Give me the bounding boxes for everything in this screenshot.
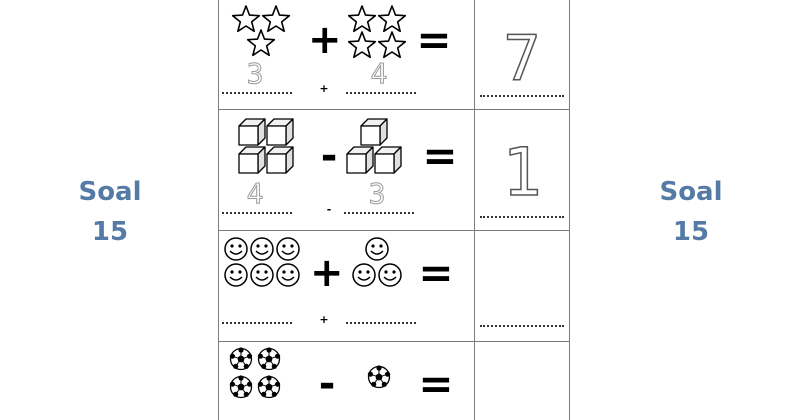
soccer-ball-icon [230,347,252,369]
cube-icon [347,147,373,173]
question-label-right [646,172,736,252]
answer-line-result[interactable] [480,95,564,97]
group-b-stars [348,6,408,62]
group-b-balls [368,366,398,396]
star-group [348,6,408,62]
star-icon [248,30,275,55]
small-operator: - [326,203,332,216]
group-a-smileys [224,237,306,293]
trace-number-a: 4 [246,177,264,210]
trace-answer: 1 [502,134,542,211]
equals-sign: = [416,15,452,64]
operator-sign: + [308,17,342,63]
answer-line-a[interactable] [222,92,292,94]
smiley-icon [353,264,375,286]
star-icon [263,6,290,31]
star-icon [349,32,376,57]
small-operator: + [319,313,329,326]
star-icon [379,6,406,31]
smiley-icon [277,264,299,286]
star-group [232,6,292,60]
group-a-cubes [238,118,296,176]
smiley-icon [225,238,247,260]
smiley-icon [225,264,247,286]
trace-number-b: 4 [370,57,388,90]
smiley-group [352,237,408,293]
answer-line-result[interactable] [480,216,564,218]
group-a-stars [232,6,292,60]
smiley-icon [379,264,401,286]
cube-icon [267,119,293,145]
question-word: Soal [78,177,142,207]
question-word: Soal [659,177,723,207]
soccer-ball-icon [230,375,252,397]
smiley-group [224,237,306,293]
trace-number-b: 3 [368,177,386,210]
star-icon [379,32,406,57]
smiley-icon [277,238,299,260]
cube-group [346,118,404,176]
equals-sign: = [418,359,454,408]
operator-sign: - [318,361,336,407]
answer-line-a[interactable] [222,212,292,214]
answer-line-b[interactable] [346,92,416,94]
smiley-icon [251,238,273,260]
star-icon [233,6,260,31]
smiley-icon [366,238,388,260]
answer-line-result[interactable] [480,325,564,327]
group-a-balls [230,348,288,406]
question-label-left [65,172,155,252]
answer-line-b[interactable] [346,322,416,324]
cube-icon [361,119,387,145]
cube-icon [267,147,293,173]
problem-row-smileys [218,231,570,341]
star-icon [349,6,376,31]
smiley-icon [251,264,273,286]
equals-sign: = [418,248,454,297]
group-b-cubes [346,118,404,176]
trace-answer: 7 [503,22,541,95]
soccer-ball-group [368,366,398,396]
question-number: 15 [672,217,710,247]
equals-sign: = [422,131,458,180]
cube-icon [239,119,265,145]
group-b-smileys [352,237,408,293]
small-operator: + [319,82,329,95]
problem-row-cubes [218,110,570,230]
cube-icon [239,147,265,173]
question-number: 15 [91,217,129,247]
soccer-ball-icon [258,347,280,369]
trace-number-a: 3 [246,57,264,90]
answer-line-a[interactable] [222,322,292,324]
worksheet [218,0,570,420]
answer-line-b[interactable] [344,212,414,214]
operator-sign: - [320,133,338,179]
problem-row-stars [218,0,570,109]
soccer-ball-group [230,348,288,406]
cube-group [238,118,296,176]
problem-row-balls [218,342,570,420]
soccer-ball-icon [258,375,280,397]
cube-icon [375,147,401,173]
operator-sign: + [310,250,344,296]
soccer-ball-icon [368,365,390,387]
